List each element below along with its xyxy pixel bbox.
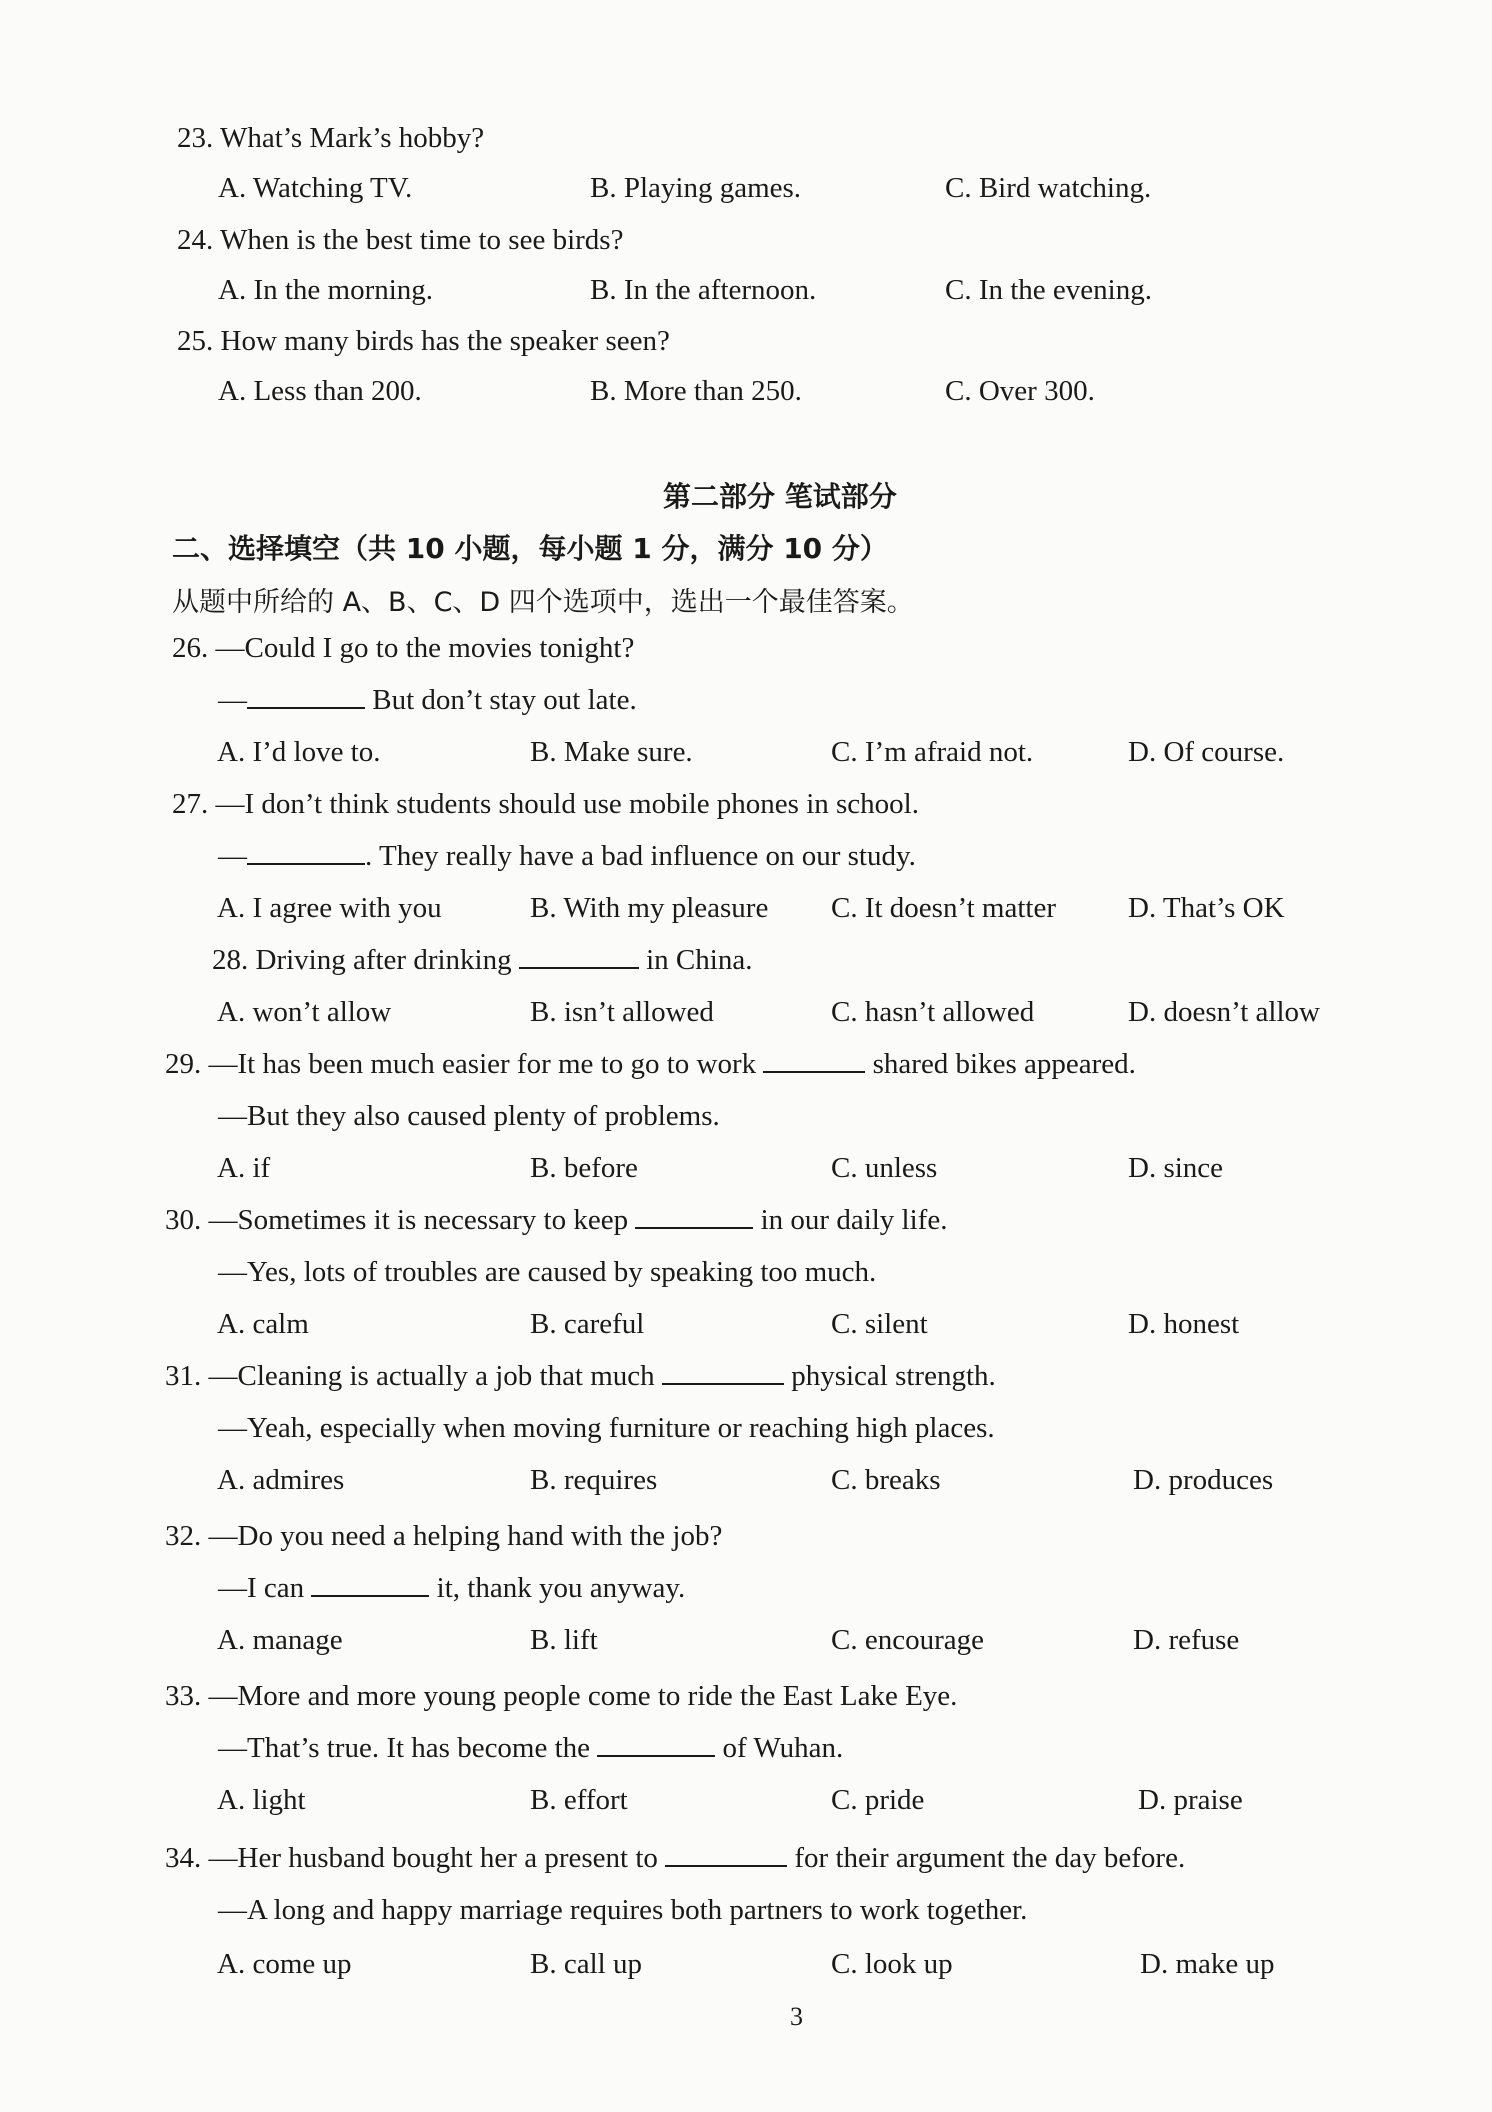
question-30-option-b: B. careful <box>530 1308 645 1340</box>
page-number: 3 <box>790 2002 803 2031</box>
question-25-option-a: A. Less than 200. <box>218 375 422 407</box>
question-26-line-2: — But don’t stay out late. <box>218 684 637 716</box>
question-32-option-d: D. refuse <box>1133 1624 1240 1656</box>
question-30-line-2: —Yes, lots of troubles are caused by speaking too much. <box>218 1256 877 1288</box>
question-30-option-c: C. silent <box>831 1308 928 1340</box>
question-29-option-d: D. since <box>1128 1152 1224 1184</box>
answer-blank <box>597 1733 715 1757</box>
question-25-option-c: C. Over 300. <box>945 375 1095 407</box>
question-34-option-b: B. call up <box>530 1948 642 1980</box>
question-34-option-c: C. look up <box>831 1948 953 1980</box>
question-33-option-c: C. pride <box>831 1784 925 1816</box>
answer-blank <box>763 1049 865 1073</box>
question-32-line-2: —I can it, thank you anyway. <box>218 1572 686 1604</box>
question-24-stem: 24. When is the best time to see birds? <box>177 224 624 256</box>
question-34-option-d: D. make up <box>1140 1948 1275 1980</box>
question-30-line-1: 30. —Sometimes it is necessary to keep in our daily life. <box>165 1204 948 1236</box>
question-28-option-d: D. doesn’t allow <box>1128 996 1320 1028</box>
question-34-line-2: —A long and happy marriage requires both partners to work together. <box>218 1894 1028 1926</box>
question-32-option-c: C. encourage <box>831 1624 984 1656</box>
question-30-option-d: D. honest <box>1128 1308 1240 1340</box>
question-31-option-d: D. produces <box>1133 1464 1274 1496</box>
question-29-line-1: 29. —It has been much easier for me to go to work shared bikes appeared. <box>165 1048 1136 1080</box>
question-33-line-2: —That’s true. It has become the of Wuhan. <box>218 1732 844 1764</box>
answer-blank <box>665 1843 787 1867</box>
question-28-option-a: A. won’t allow <box>217 996 392 1028</box>
question-26-option-b: B. Make sure. <box>530 736 693 768</box>
question-28-option-b: B. isn’t allowed <box>530 996 714 1028</box>
question-32-option-b: B. lift <box>530 1624 598 1656</box>
question-27-option-c: C. It doesn’t matter <box>831 892 1056 924</box>
question-24-option-a: A. In the morning. <box>218 274 434 306</box>
question-29-line-2: —But they also caused plenty of problems. <box>218 1100 720 1132</box>
question-25-stem: 25. How many birds has the speaker seen? <box>177 325 670 357</box>
question-29-option-b: B. before <box>530 1152 638 1184</box>
question-32-option-a: A. manage <box>217 1624 343 1656</box>
question-26-line-1: 26. —Could I go to the movies tonight? <box>172 632 635 664</box>
question-27-option-b: B. With my pleasure <box>530 892 769 924</box>
question-32-line-1: 32. —Do you need a helping hand with the job? <box>165 1520 723 1552</box>
answer-blank <box>247 685 365 709</box>
question-33-option-a: A. light <box>217 1784 306 1816</box>
question-31-option-a: A. admires <box>217 1464 345 1496</box>
question-30-option-a: A. calm <box>217 1308 309 1340</box>
instruction: 从题中所给的 A、B、C、D 四个选项中，选出一个最佳答案。 <box>172 587 914 618</box>
question-33-option-b: B. effort <box>530 1784 628 1816</box>
question-31-option-c: C. breaks <box>831 1464 941 1496</box>
question-27-line-1: 27. —I don’t think students should use mobile phones in school. <box>172 788 919 820</box>
question-27-option-d: D. That’s OK <box>1128 892 1285 924</box>
question-28-option-c: C. hasn’t allowed <box>831 996 1035 1028</box>
question-23-option-c: C. Bird watching. <box>945 172 1152 204</box>
answer-blank <box>662 1361 784 1385</box>
answer-blank <box>247 841 365 865</box>
question-24-option-c: C. In the evening. <box>945 274 1152 306</box>
question-27-option-a: A. I agree with you <box>217 892 442 924</box>
answer-blank <box>519 945 639 969</box>
part-two-title: 第二部分 笔试部分 <box>663 480 897 513</box>
question-29-option-a: A. if <box>217 1152 271 1184</box>
question-29-option-c: C. unless <box>831 1152 938 1184</box>
question-28-line-1: 28. Driving after drinking in China. <box>212 944 753 976</box>
question-23-option-a: A. Watching TV. <box>218 172 413 204</box>
section-title: 二、选择填空（共 10 小题，每小题 1 分，满分 10 分） <box>172 532 888 565</box>
question-25-option-b: B. More than 250. <box>590 375 802 407</box>
question-31-option-b: B. requires <box>530 1464 658 1496</box>
question-27-line-2: — . They really have a bad influence on our study. <box>218 840 916 872</box>
question-26-option-d: D. Of course. <box>1128 736 1285 768</box>
question-33-line-1: 33. —More and more young people come to ride the East Lake Eye. <box>165 1680 958 1712</box>
question-23-stem: 23. What’s Mark’s hobby? <box>177 122 485 154</box>
question-31-line-1: 31. —Cleaning is actually a job that much physical strength. <box>165 1360 996 1392</box>
question-34-line-1: 34. —Her husband bought her a present to for their argument the day before. <box>165 1842 1186 1874</box>
question-31-line-2: —Yeah, especially when moving furniture or reaching high places. <box>218 1412 995 1444</box>
question-33-option-d: D. praise <box>1138 1784 1243 1816</box>
question-34-option-a: A. come up <box>217 1948 352 1980</box>
question-24-option-b: B. In the afternoon. <box>590 274 817 306</box>
question-26-option-a: A. I’d love to. <box>217 736 381 768</box>
answer-blank <box>635 1205 753 1229</box>
question-26-option-c: C. I’m afraid not. <box>831 736 1034 768</box>
question-23-option-b: B. Playing games. <box>590 172 802 204</box>
answer-blank <box>311 1573 429 1597</box>
